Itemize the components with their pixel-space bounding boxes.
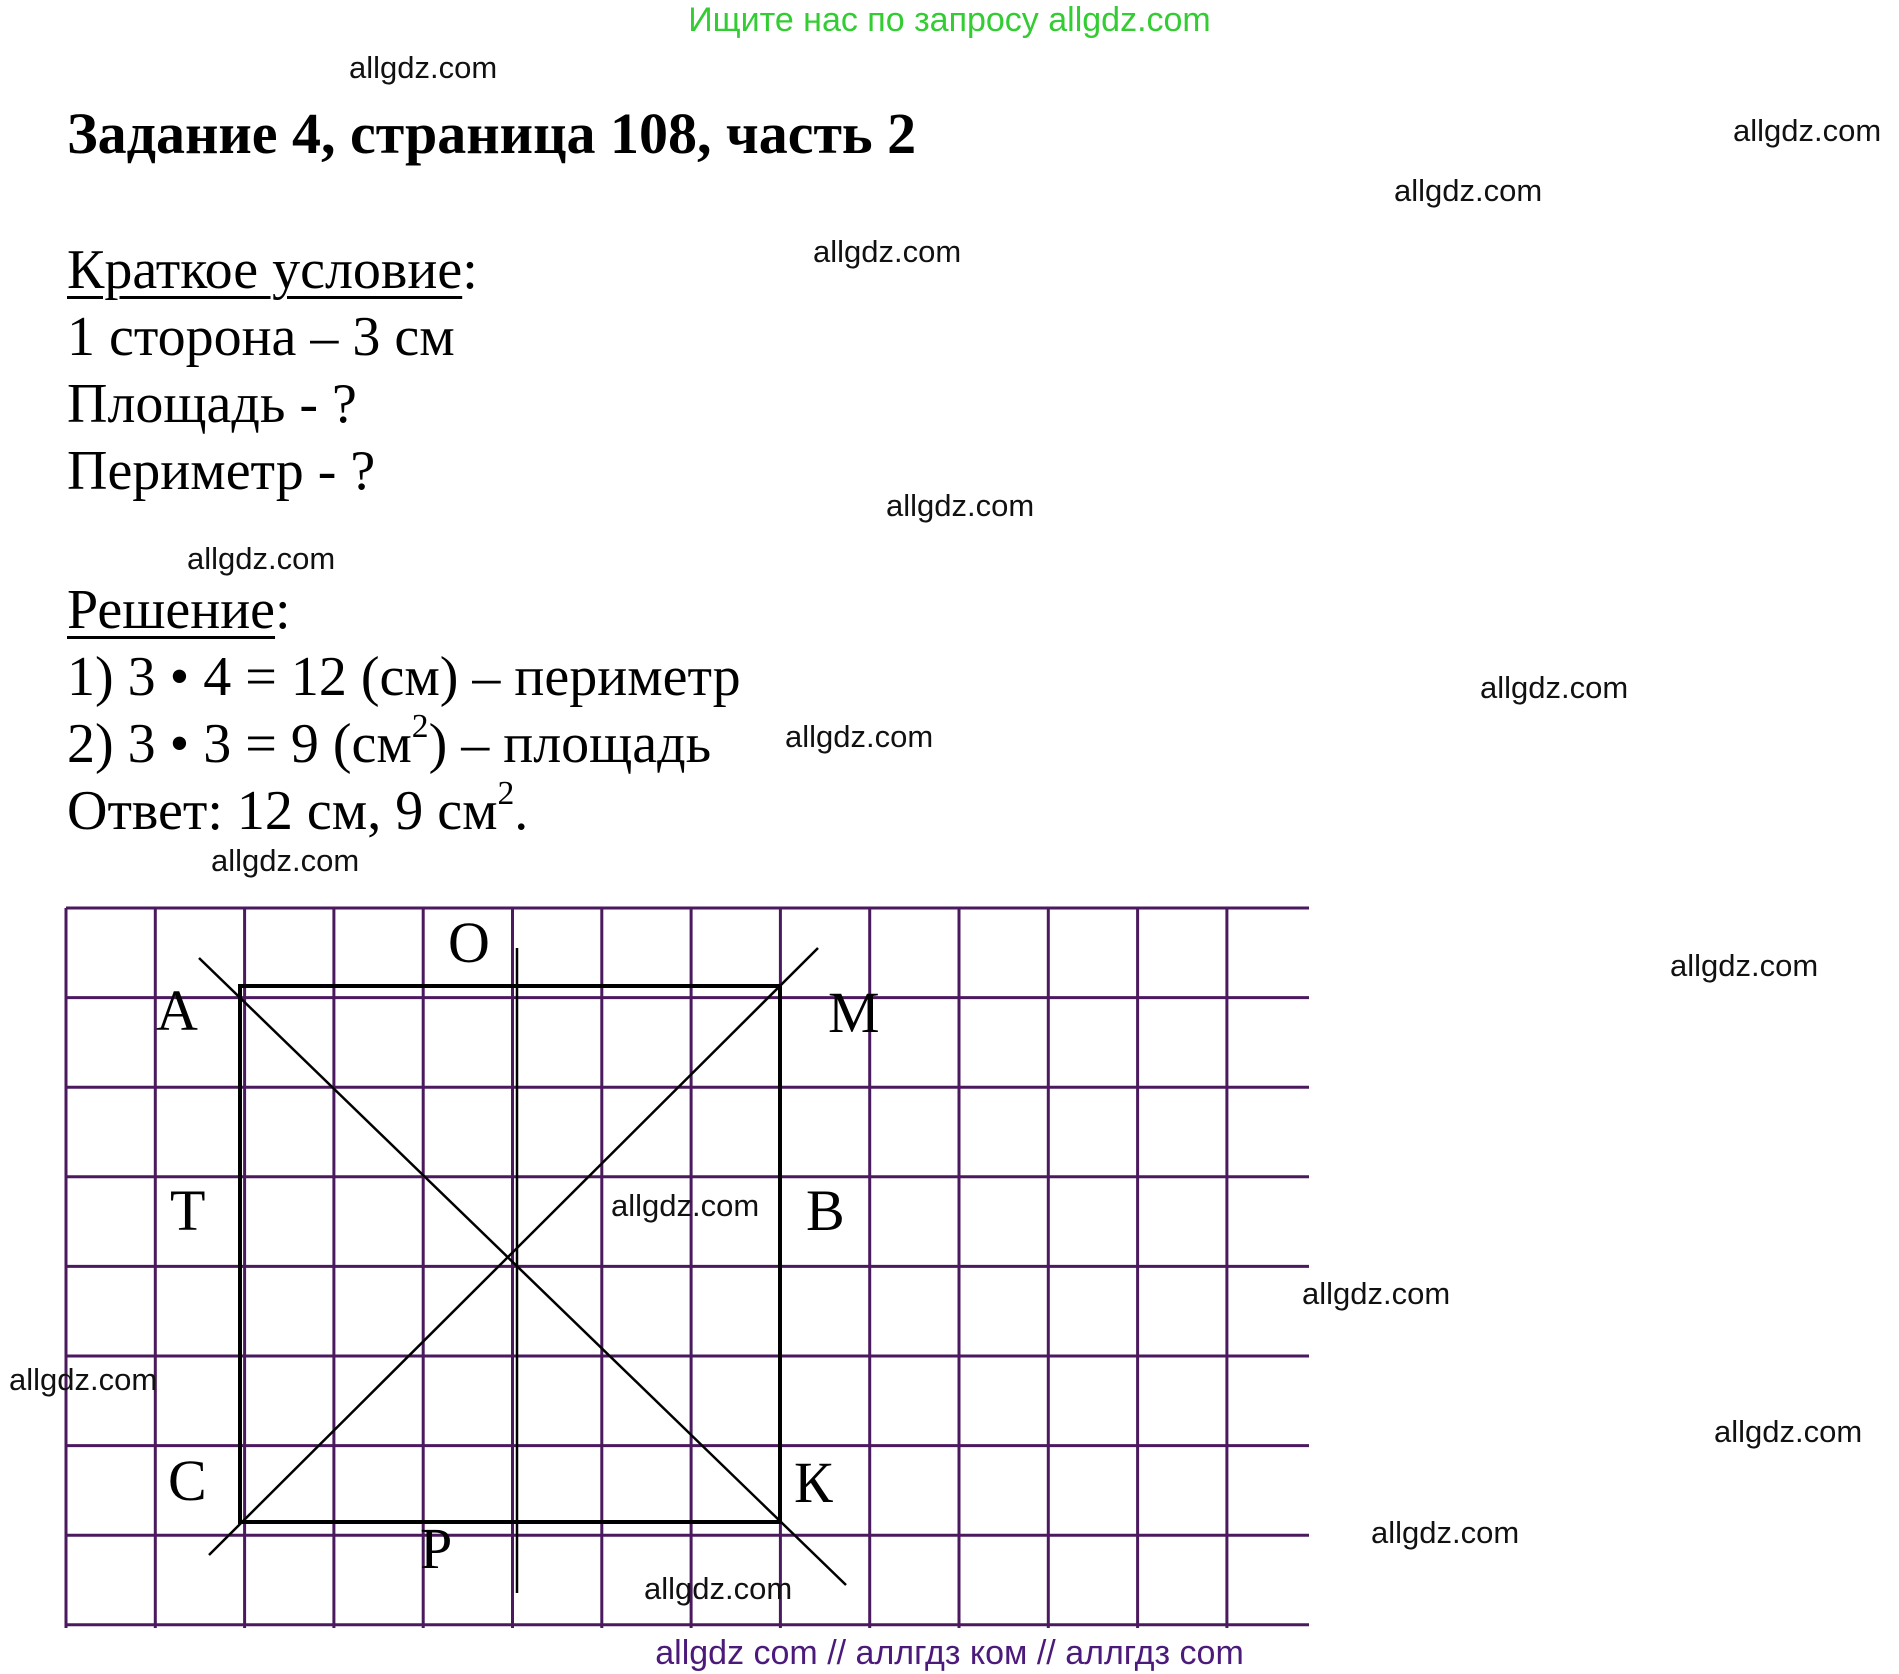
watermark: allgdz.com <box>1670 948 1819 983</box>
label-C: С <box>168 1448 207 1513</box>
label-T: Т <box>170 1178 206 1243</box>
watermark: allgdz.com <box>9 1362 158 1397</box>
watermark: allgdz.com <box>886 488 1035 523</box>
watermark: allgdz.com <box>1480 670 1629 705</box>
watermark: allgdz.com <box>211 843 360 878</box>
condition-line-area: Площадь - ? <box>67 373 357 435</box>
solution-line-2-start: 2) 3 • 3 = 9 (см <box>67 713 412 775</box>
answer-start: Ответ: 12 см, 9 см <box>67 780 498 842</box>
watermark: allgdz.com <box>611 1188 760 1223</box>
label-M: М <box>828 980 880 1045</box>
watermark: allgdz.com <box>813 234 962 269</box>
condition-heading-colon: : <box>462 239 478 301</box>
answer-end: . <box>514 780 529 842</box>
solution-heading-colon: : <box>275 579 291 641</box>
watermark: allgdz.com <box>1394 173 1543 208</box>
watermark: allgdz.com <box>785 719 934 754</box>
solution-line-2-end: ) – площадь <box>428 713 712 775</box>
watermark: allgdz.com <box>1371 1515 1520 1550</box>
label-P: Р <box>420 1516 453 1581</box>
watermark: allgdz.com <box>1733 113 1882 148</box>
page-title: Задание 4, страница 108, часть 2 <box>67 101 917 166</box>
solution-line-2-sup: 2 <box>411 707 429 745</box>
watermark: allgdz.com <box>1714 1414 1863 1449</box>
watermark: allgdz.com <box>349 50 498 85</box>
condition-line-side: 1 сторона – 3 см <box>67 306 455 368</box>
diagonal-line-1 <box>199 958 846 1585</box>
watermark: allgdz.com <box>1302 1276 1451 1311</box>
footer-watermark: allgdz com // аллгдз ком // аллгдз com <box>655 1634 1244 1672</box>
condition-heading: Краткое условие <box>67 239 463 301</box>
label-A: А <box>156 978 198 1043</box>
label-B: В <box>806 1178 845 1243</box>
watermark: allgdz.com <box>187 541 336 576</box>
condition-line-perimeter: Периметр - ? <box>67 440 376 502</box>
watermark: allgdz.com <box>644 1571 793 1606</box>
answer-sup: 2 <box>497 774 515 812</box>
solution-line-1: 1) 3 • 4 = 12 (см) – периметр <box>67 646 741 708</box>
label-O: О <box>448 910 490 975</box>
search-banner: Ищите нас по запросу allgdz.com <box>688 1 1211 39</box>
label-K: К <box>794 1450 833 1515</box>
solution-heading: Решение <box>67 579 276 641</box>
